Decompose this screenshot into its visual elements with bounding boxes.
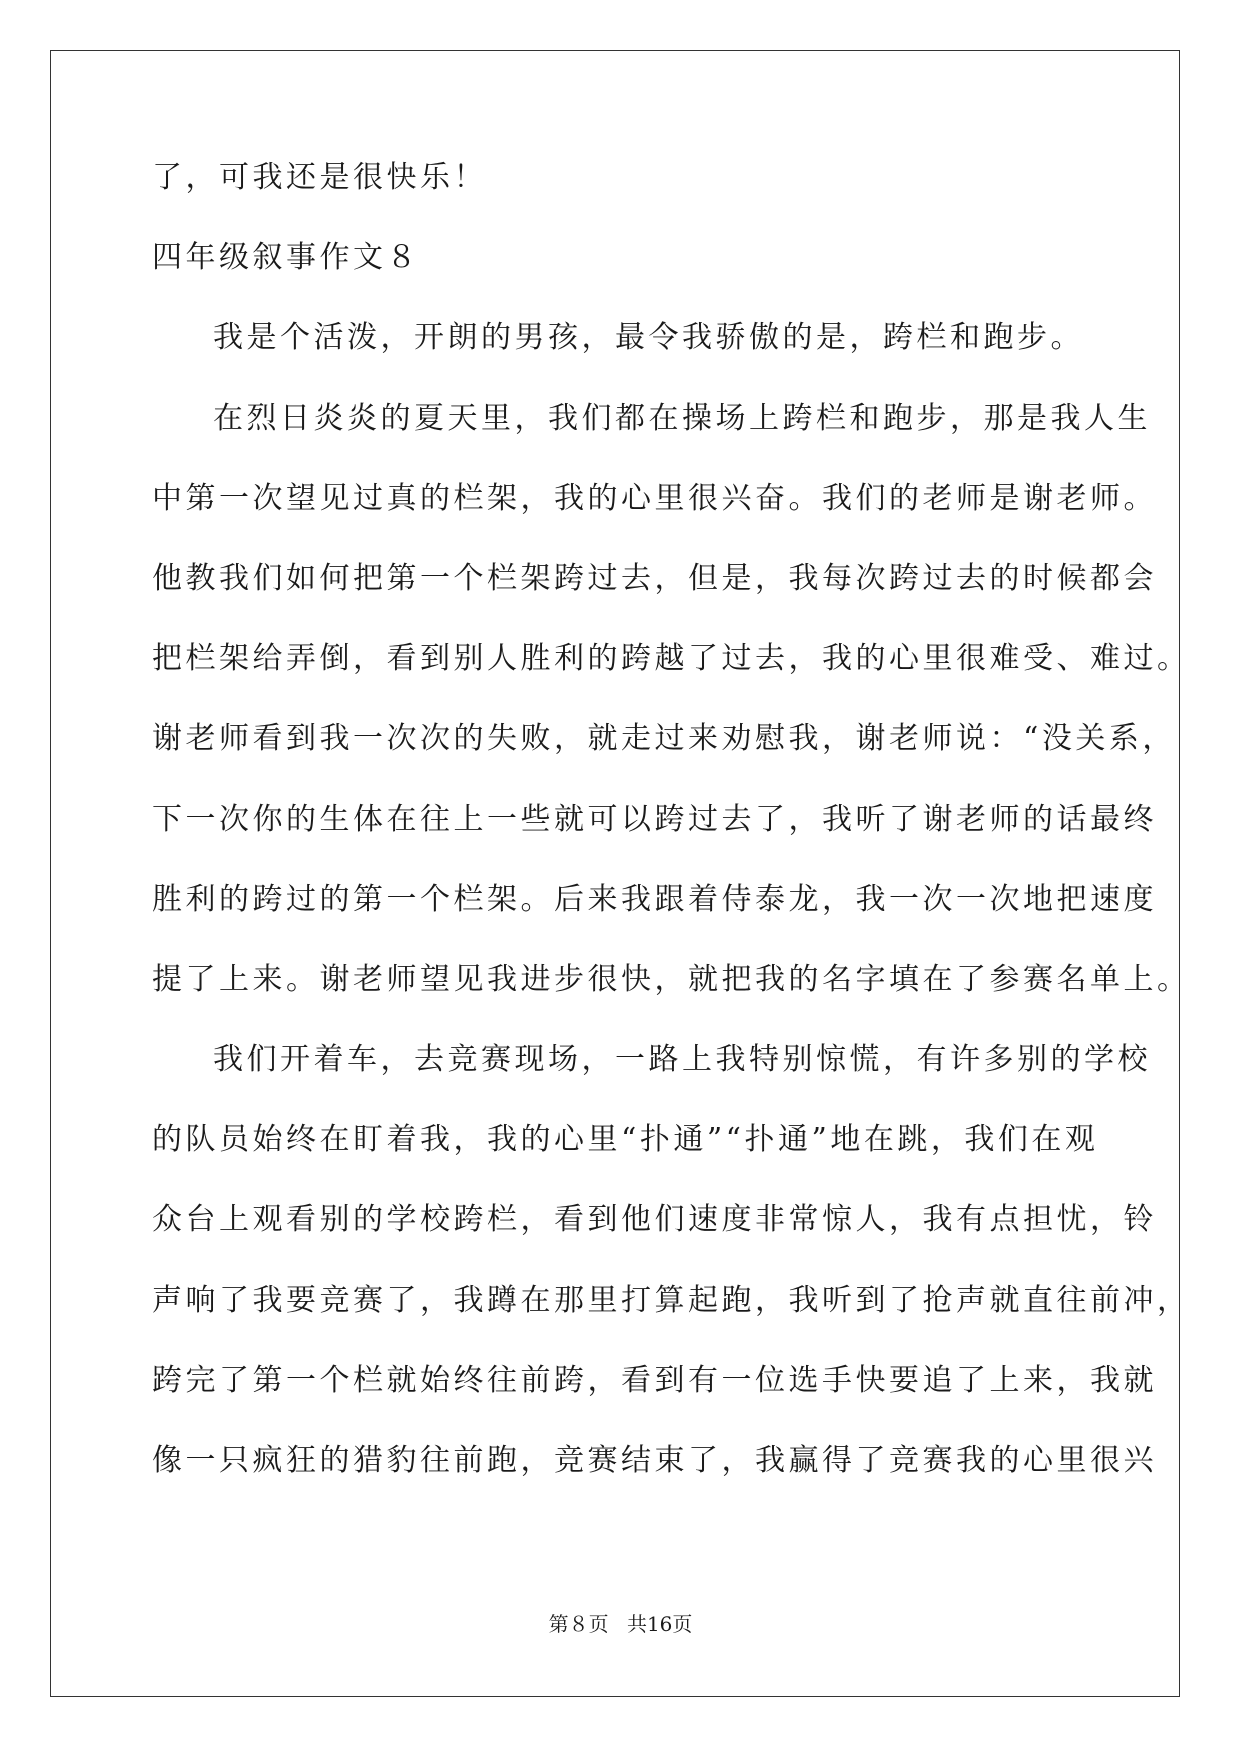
paragraph-line: 中第一次望见过真的栏架，我的心里很兴奋。我们的老师是谢老师。: [152, 480, 1157, 516]
paragraph-line: 在烈日炎炎的夏天里，我们都在操场上跨栏和跑步，那是我人生: [213, 400, 1151, 436]
paragraph-line: 跨完了第一个栏就始终往前跨，看到有一位选手快要追了上来，我就: [152, 1362, 1157, 1398]
page-footer: [0, 1612, 1241, 1636]
document-body: [152, 160, 1191, 1524]
page-number: 第８页: [548, 1612, 609, 1636]
paragraph-line: 声响了我要竞赛了，我蹲在那里打算起跑，我听到了抢声就直往前冲，: [152, 1282, 1191, 1318]
paragraph-line: 下一次你的生体在往上一些就可以跨过去了，我听了谢老师的话最终: [152, 801, 1157, 837]
paragraph-line: 谢老师看到我一次次的失败，就走过来劝慰我，谢老师说：“没关系，: [152, 721, 1176, 757]
paragraph-line: 胜利的跨过的第一个栏架。后来我跟着侍泰龙，我一次一次地把速度: [152, 881, 1157, 917]
paragraph-line: 我是个活泼，开朗的男孩，最令我骄傲的是，跨栏和跑步。: [213, 320, 1084, 356]
paragraph-line: 像一只疯狂的猎豹往前跑，竞赛结束了，我赢得了竞赛我的心里很兴: [152, 1443, 1157, 1478]
paragraph-line: 提了上来。谢老师望见我进步很快，就把我的名字填在了参赛名单上。: [152, 961, 1191, 997]
paragraph-line: 的队员始终在盯着我，我的心里“扑通”“扑通”地在跳，我们在观: [152, 1122, 1099, 1158]
page-total: 共16页: [626, 1612, 693, 1636]
text-line: 了，可我还是很快乐！: [152, 160, 487, 195]
section-title: 四年级叙事作文８: [152, 240, 420, 276]
paragraph-line: 我们开着车，去竞赛现场，一路上我特别惊慌，有许多别的学校: [213, 1042, 1151, 1078]
paragraph-line: 把栏架给弄倒，看到别人胜利的跨越了过去，我的心里很难受、难过。: [152, 641, 1191, 677]
paragraph-line: 众台上观看别的学校跨栏，看到他们速度非常惊人，我有点担忧，铃: [152, 1202, 1157, 1238]
paragraph-line: 他教我们如何把第一个栏架跨过去，但是，我每次跨过去的时候都会: [152, 560, 1157, 596]
